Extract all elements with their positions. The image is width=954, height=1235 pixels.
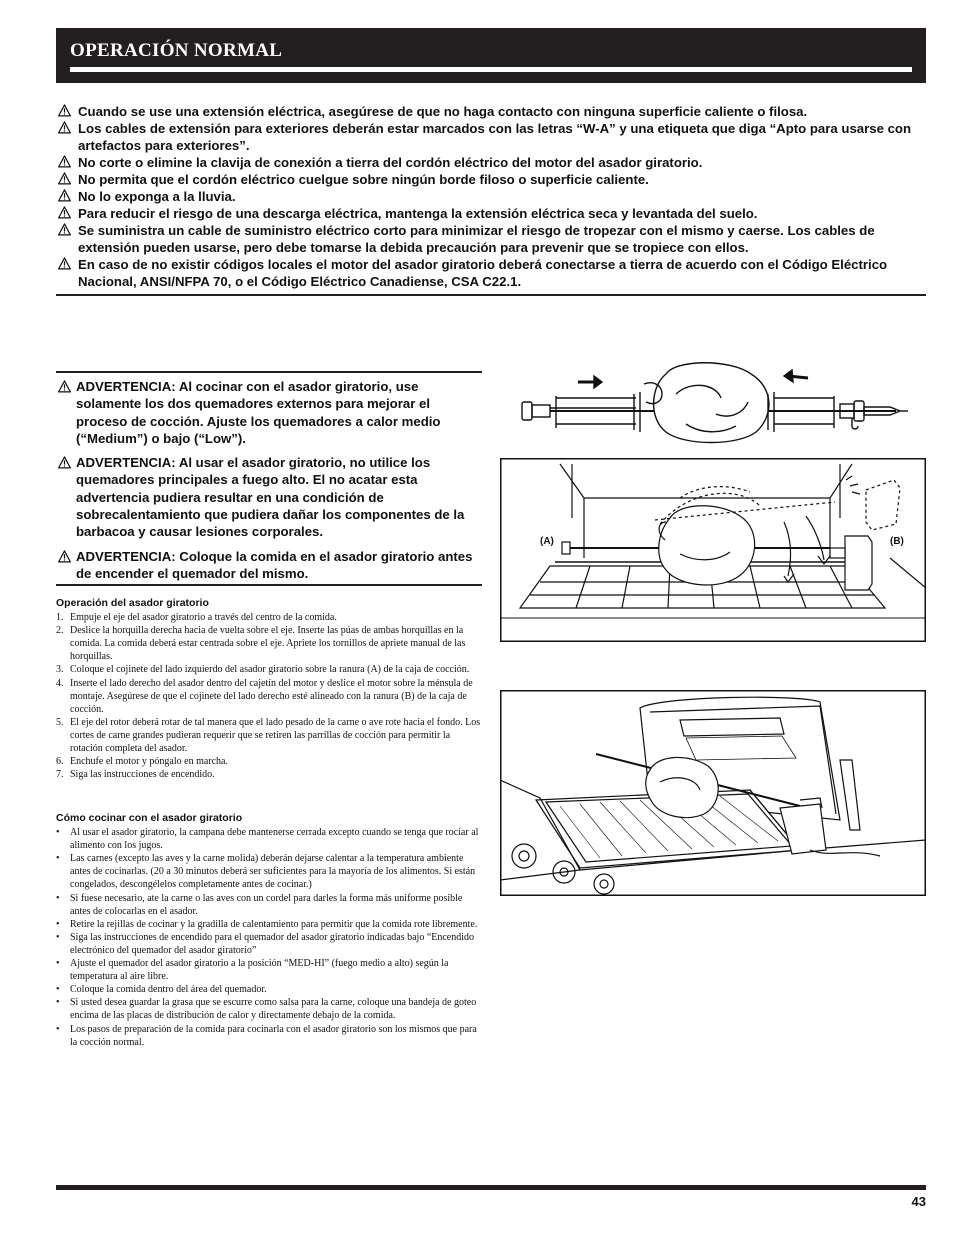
safety-warning-item: [56, 120, 926, 154]
section-title: OPERACIÓN NORMAL: [70, 40, 283, 61]
safety-warning-text: No permita que el cordón eléctrico cuelgue sobre ningún borde filoso o superficie caliente.: [78, 172, 649, 187]
bullet-icon: •: [56, 997, 60, 1009]
rotisserie-warning-item: [56, 378, 482, 447]
safety-warnings-list: [56, 103, 926, 290]
safety-warning-item: [56, 188, 926, 205]
warning-triangle-icon: [58, 223, 71, 236]
step-number: 5.: [56, 716, 64, 728]
label-b: (B): [890, 536, 904, 547]
bullet-icon: •: [56, 931, 60, 943]
cooking-heading: Cómo cocinar con el asador giratorio: [56, 812, 243, 824]
step-text: Deslice la horquilla derecha hacia de vuelta sobre el eje. Inserte las púas de ambas horquillas en la comida. La comida deberá estar centrada sobre el eje. Apriete los tornillos de apriete manual de las horquillas.: [70, 625, 466, 663]
cooking-tip-text: Retire la rejillas de cocinar y la gradilla de calentamiento para permitir que la comida rote libremente.: [70, 918, 478, 930]
step-number: 7.: [56, 769, 64, 781]
operation-step: [56, 624, 482, 663]
cooking-tip: [56, 983, 482, 996]
cooking-tip-text: Si fuese necesario, ate la carne o las aves con un cordel para darles la forma más uniforme posible antes de colocarlas en el asador.: [70, 892, 463, 917]
cooking-tip: [56, 852, 482, 891]
cooking-tip: [56, 918, 482, 931]
cooking-tip-text: Si usted desea guardar la grasa que se escurre como salsa para la carne, coloque una bandeja de goteo encima de las placas de distribución de calor y directamente debajo de la comida.: [70, 997, 477, 1022]
operation-steps: [56, 611, 482, 781]
cooking-tip-text: Al usar el asador giratorio, la campana debe mantenerse cerrada excepto cuando se tenga que rociar al alimento con los jugos.: [70, 827, 479, 852]
warning-triangle-icon: [58, 550, 71, 563]
bullet-icon: •: [56, 984, 60, 996]
safety-warning-item: [56, 154, 926, 171]
label-a: (A): [540, 536, 554, 547]
warning-triangle-icon: [58, 155, 71, 168]
warning-box-bottom-rule: [56, 584, 482, 586]
operation-section: [56, 597, 482, 781]
cooking-tip-text: Ajuste el quemador del asador giratorio a la posición “MED-HI” (fuego medio a alto) según la temperatura al aire libre.: [70, 958, 449, 983]
rotisserie-warning-item: [56, 548, 482, 583]
safety-warning-item: [56, 205, 926, 222]
bullet-icon: •: [56, 1023, 60, 1035]
operation-heading: Operación del asador giratorio: [56, 597, 209, 609]
section-divider: [56, 294, 926, 296]
safety-warning-text: Los cables de extensión para exteriores deberán estar marcados con las letras “W-A” y una etiqueta que diga “Apto para usarse con artefactos para exteriores”.: [78, 121, 912, 153]
bullet-icon: •: [56, 892, 60, 904]
warning-triangle-icon: [58, 172, 71, 185]
safety-warning-text: En caso de no existir códigos locales el motor del asador giratorio deberá conectarse a tierra de acuerdo con el Código Eléctrico Nacional, ANSI/NFPA 70, o el Código Eléctrico Canadiense, CSA C22.1.: [78, 257, 888, 289]
bullet-icon: •: [56, 853, 60, 865]
header-underline: [70, 67, 912, 72]
operation-step: [56, 716, 482, 755]
operation-step: [56, 768, 482, 781]
safety-warning-text: Para reducir el riesgo de una descarga eléctrica, mantenga la extensión eléctrica seca y levantada del suelo.: [78, 206, 758, 221]
step-text: Coloque el cojinete del lado izquierdo del asador giratorio sobre la ranura (A) de la caja de cocción.: [70, 664, 470, 676]
warning-triangle-icon: [58, 257, 71, 270]
warning-triangle-icon: [58, 104, 71, 117]
cooking-tips: [56, 826, 482, 1049]
step-text: Inserte el lado derecho del asador dentro del cajetín del motor y deslice el motor sobre la ménsula de montaje. Asegúrese de que el cojinete del lado derecho esté alineado con la ranura (B) de la caja de cocción.: [70, 677, 473, 715]
step-number: 2.: [56, 625, 64, 637]
step-number: 6.: [56, 756, 64, 768]
cooking-tip: [56, 1023, 482, 1049]
safety-warning-item: [56, 222, 926, 256]
step-number: 1.: [56, 612, 64, 624]
step-text: Enchufe el motor y póngalo en marcha.: [70, 756, 228, 768]
step-text: El eje del rotor deberá rotar de tal manera que el lado pesado de la carne o ave rote hacia el fondo. Los cortes de carne grandes pudieran requerir que se retiren las parrillas de cocción para permitir la rotación completa del asador.: [70, 716, 481, 755]
cooking-tip-text: Los pasos de preparación de la comida para cocinarla con el asador giratorio son los mismos que para la cocción normal.: [70, 1023, 477, 1048]
grill-overview-illustration: [500, 690, 926, 896]
cooking-tip: [56, 826, 482, 852]
safety-warning-text: No lo exponga a la lluvia.: [78, 189, 236, 204]
rotisserie-warning-text: ADVERTENCIA: Al usar el asador giratorio, no utilice los quemadores principales a fuego alto. El no acatar esta advertencia pudiera resultar en una condición de sobrecalentamiento que pudiera dañar los componentes de la barbacoa y causar lesiones corporales.: [76, 455, 465, 540]
section-header: [56, 28, 926, 83]
grill-rotisserie-installation: [500, 458, 926, 642]
bullet-icon: •: [56, 827, 60, 839]
step-text: Siga las instrucciones de encendido.: [70, 769, 215, 781]
operation-step: [56, 611, 482, 624]
cooking-tip: [56, 957, 482, 983]
step-number: 4.: [56, 677, 64, 689]
cooking-tip-text: Siga las instrucciones de encendido para el quemador del asador giratorio indicadas bajo “Encendido electrónico del quemador del asador giratorio”: [70, 931, 475, 956]
cooking-section: [56, 812, 482, 1049]
warning-triangle-icon: [58, 456, 71, 469]
safety-warning-text: Se suministra un cable de suministro eléctrico corto para minimizar el riesgo de tropezar con el mismo y caerse. Los cables de extensión pueden usarse, pero debe tomarse la debida precaución para prevenir que se tropiece con ellos.: [78, 223, 875, 255]
safety-warning-text: No corte o elimine la clavija de conexión a tierra del cordón eléctrico del motor del asador giratorio.: [78, 155, 703, 170]
cooking-tip: [56, 996, 482, 1022]
rotisserie-warning-text: ADVERTENCIA: Coloque la comida en el asador giratorio antes de encender el quemador del mismo.: [76, 548, 473, 581]
rotisserie-warning-text: ADVERTENCIA: Al cocinar con el asador giratorio, use solamente los dos quemadores externos para mejorar el proceso de cocción. Ajuste los quemadores a calor medio (“Medium”) o bajo (“Low”).: [76, 379, 441, 446]
warning-triangle-icon: [58, 121, 71, 134]
safety-warning-item: [56, 171, 926, 188]
safety-warning-item: [56, 103, 926, 120]
cooking-tip: [56, 892, 482, 918]
warning-triangle-icon: [58, 380, 71, 393]
bullet-icon: •: [56, 958, 60, 970]
operation-step: [56, 663, 482, 676]
safety-warning-text: Cuando se use una extensión eléctrica, asegúrese de que no haga contacto con ninguna superficie caliente o filosa.: [78, 104, 808, 119]
safety-warning-item: [56, 256, 926, 290]
operation-step: [56, 677, 482, 716]
cooking-tip-text: Las carnes (excepto las aves y la carne molida) deberán dejarse calentar a la temperatura ambiente antes de cocinarlas. (20 a 30 minutos deberá ser suficientes para la mayoría de los alimentos. Si están congelados, descongélelos completamente antes de cocinar.): [70, 853, 476, 891]
bullet-icon: •: [56, 918, 60, 930]
cooking-tip: [56, 931, 482, 957]
page-number: 43: [911, 1194, 926, 1209]
warning-box-top-rule: [56, 371, 482, 373]
step-number: 3.: [56, 664, 64, 676]
footer-rule: [56, 1185, 926, 1190]
step-text: Empuje el eje del asador giratorio a través del centro de la comida.: [70, 612, 337, 624]
cooking-tip-text: Coloque la comida dentro del área del quemador.: [70, 984, 267, 996]
warning-triangle-icon: [58, 206, 71, 219]
rotisserie-warning-item: [56, 454, 482, 540]
rotisserie-warnings: [56, 378, 482, 589]
operation-step: [56, 755, 482, 768]
spit-rod-illustration: [516, 354, 916, 454]
warning-triangle-icon: [58, 189, 71, 202]
